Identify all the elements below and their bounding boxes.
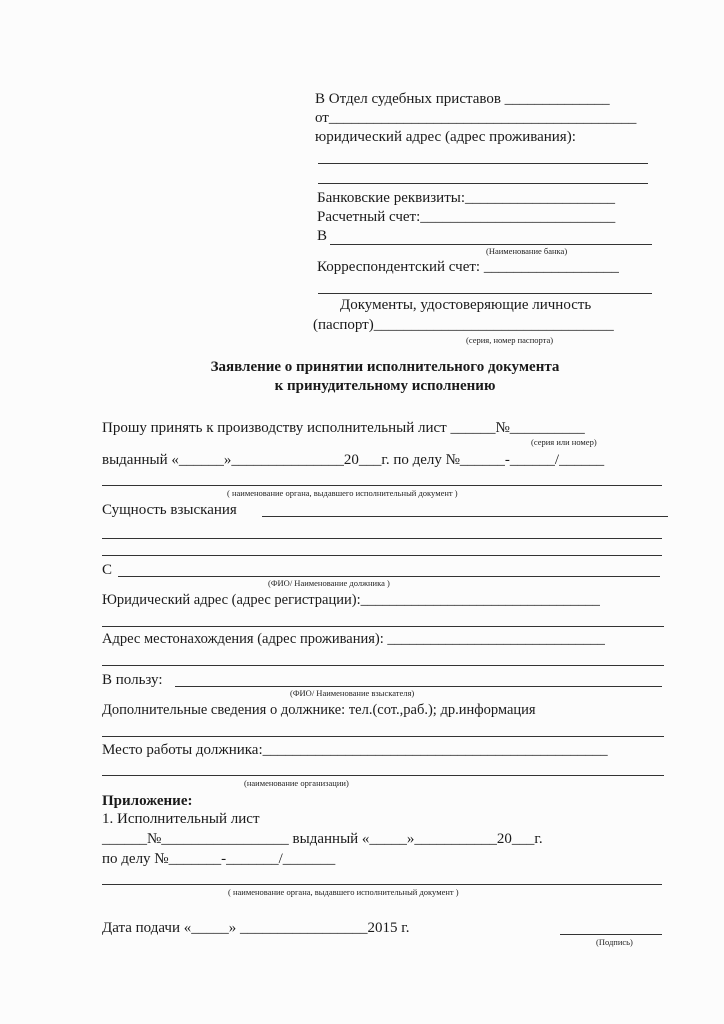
issuer-line xyxy=(102,485,662,486)
legal-address-line-1 xyxy=(318,163,648,164)
claimant-caption: (ФИО/ Наименование взыскателя) xyxy=(290,688,415,698)
account-label: Расчетный счет:__________________________ xyxy=(317,209,616,225)
identity-docs-label: Документы, удостоверяющие личность xyxy=(340,297,592,313)
document-title-line-2: к принудительному исполнению xyxy=(274,378,496,394)
passport-label: (паспорт)________________________________ xyxy=(313,317,614,333)
org-caption: (наименование организации) xyxy=(244,778,349,788)
corr-account-label: Корреспондентский счет: __________________ xyxy=(317,259,619,275)
debtor-caption: (ФИО/ Наименование должника ) xyxy=(268,578,390,588)
series-caption: (серия или номер) xyxy=(531,437,597,447)
bank-name-line xyxy=(330,244,652,245)
debtor-line xyxy=(118,576,660,577)
debtor-prefix: С xyxy=(102,562,113,578)
attachment-issuer-line xyxy=(102,884,662,885)
additional-info-label: Дополнительные сведения о должнике: тел.(сот.,раб.); др.информация xyxy=(102,702,536,718)
document-title-line-1: Заявление о принятии исполнительного документа xyxy=(210,359,560,375)
attachment-case-number: по делу №_______-_______/_______ xyxy=(102,851,336,867)
essence-label: Сущность взыскания xyxy=(102,502,237,518)
debtor-location-line-2 xyxy=(102,665,664,666)
essence-line-1 xyxy=(262,516,668,517)
attachment-item-1: 1. Исполнительный лист xyxy=(102,811,260,827)
essence-line-2 xyxy=(102,538,662,539)
attachment-item-1-details: ______№_________________ выданный «_____»___________20___г. xyxy=(102,831,543,847)
from-line: от_________________________________________ xyxy=(315,110,637,126)
signature-line xyxy=(560,934,662,935)
debtor-location: Адрес местонахождения (адрес проживания): ______________________________ xyxy=(102,631,605,647)
attachment-issuer-caption: ( наименование органа, выдавшего исполнительный документ ) xyxy=(228,887,459,897)
legal-address-label: юридический адрес (адрес проживания): xyxy=(315,129,576,145)
attachment-heading: Приложение: xyxy=(102,793,193,809)
corr-account-line-2 xyxy=(318,293,652,294)
request-line: Прошу принять к производству исполнительный лист ______№__________ xyxy=(102,420,585,436)
signature-caption: (Подпись) xyxy=(596,937,633,947)
passport-caption: (серия, номер паспорта) xyxy=(466,335,554,345)
in-favor-label: В пользу: xyxy=(102,672,163,688)
bank-prefix: В xyxy=(317,228,328,244)
essence-line-3 xyxy=(102,555,662,556)
bank-details-label: Банковские реквизиты:____________________ xyxy=(317,190,616,206)
addressee-line: В Отдел судебных приставов ______________ xyxy=(315,91,610,107)
bank-caption: (Наименование банка) xyxy=(486,246,568,256)
legal-address-line-2 xyxy=(318,183,648,184)
issued-line: выданный «______»_______________20___г. по делу №______-______/______ xyxy=(102,452,605,468)
workplace-label: Место работы должника:______________________________________________ xyxy=(102,742,608,758)
debtor-legal-address: Юридический адрес (адрес регистрации):_________________________________ xyxy=(102,592,600,608)
workplace-line-2 xyxy=(102,775,664,776)
submission-date: Дата подачи «_____» _________________2015 г. xyxy=(102,920,410,936)
issuer-caption: ( наименование органа, выдавшего исполнительный документ ) xyxy=(227,488,458,498)
claimant-line xyxy=(175,686,662,687)
additional-info-line xyxy=(102,736,664,737)
debtor-legal-address-line-2 xyxy=(102,626,664,627)
